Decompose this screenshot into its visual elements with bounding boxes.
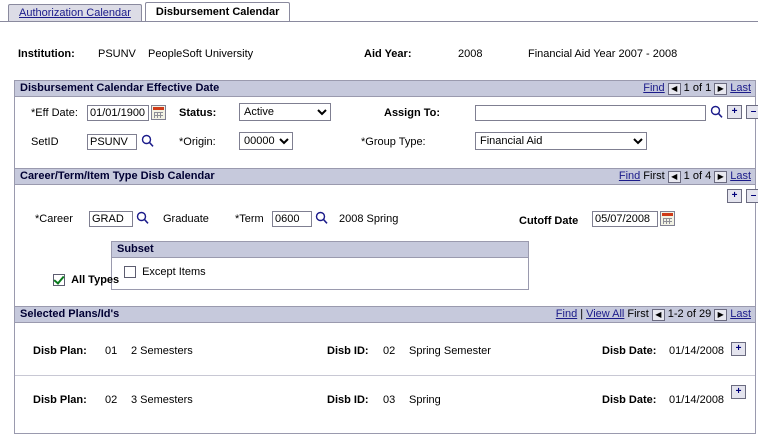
subset-title: Subset bbox=[112, 242, 528, 258]
disb-date-value: 01/14/2008 bbox=[669, 345, 725, 357]
origin-label: *Origin: bbox=[179, 136, 216, 148]
calendar-icon-cutoff[interactable] bbox=[660, 211, 675, 226]
except-items-checkbox[interactable] bbox=[124, 266, 136, 278]
add-row-button-plan-2[interactable]: + bbox=[731, 385, 746, 399]
term-input[interactable] bbox=[272, 211, 312, 227]
disb-id-description-2: Spring bbox=[409, 394, 441, 406]
career-input[interactable] bbox=[89, 211, 133, 227]
disb-plan-label: Disb Plan: bbox=[33, 345, 87, 357]
header-info bbox=[0, 48, 758, 66]
add-row-button-effdate[interactable]: + bbox=[727, 105, 742, 119]
institution-name: PeopleSoft University bbox=[148, 48, 254, 60]
disb-date-label-2: Disb Date: bbox=[602, 394, 657, 406]
disb-plan-label-2: Disb Plan: bbox=[33, 394, 87, 406]
tab-authorization-calendar[interactable]: Authorization Calendar bbox=[8, 4, 142, 22]
disb-id-description: Spring Semester bbox=[409, 345, 491, 357]
all-types-checkbox-wrap[interactable] bbox=[53, 274, 119, 286]
effective-date-row-nav bbox=[643, 81, 751, 96]
disb-id-value-2: 03 bbox=[383, 394, 396, 406]
group-title-career bbox=[15, 169, 755, 185]
status-label: Status: bbox=[179, 107, 217, 119]
except-items-label: Except Items bbox=[142, 266, 206, 278]
plans-row-nav bbox=[556, 307, 751, 322]
career-term-item-type-group bbox=[14, 168, 756, 308]
view-all-link[interactable]: View All bbox=[586, 308, 625, 320]
assign-to-label: Assign To: bbox=[384, 107, 441, 119]
last-link-plans[interactable]: Last bbox=[730, 308, 751, 320]
aid-year-value: 2008 bbox=[458, 48, 483, 60]
prev-row-button-career[interactable]: ◀ bbox=[668, 171, 681, 183]
next-row-button-career[interactable]: ▶ bbox=[714, 171, 727, 183]
add-row-button-plan-1[interactable]: + bbox=[731, 342, 746, 356]
add-row-button-career[interactable]: + bbox=[727, 189, 742, 203]
group-title-text-plans: Selected Plans/Id's bbox=[20, 308, 120, 320]
setid-label: SetID bbox=[31, 136, 59, 148]
all-types-checkbox[interactable] bbox=[53, 274, 65, 286]
group-title-text: Disbursement Calendar Effective Date bbox=[20, 82, 220, 94]
disb-id-label: Disb ID: bbox=[327, 345, 369, 357]
subset-box bbox=[111, 241, 529, 290]
origin-select[interactable] bbox=[239, 132, 293, 150]
disbursement-calendar-effective-date-group bbox=[14, 80, 756, 170]
term-description: 2008 Spring bbox=[339, 213, 399, 225]
tab-bar-divider bbox=[0, 21, 758, 22]
career-description: Graduate bbox=[163, 213, 209, 225]
next-row-button[interactable]: ▶ bbox=[714, 83, 727, 95]
nav-separator: | bbox=[580, 308, 584, 320]
delete-row-button-effdate[interactable]: – bbox=[746, 105, 758, 119]
status-select[interactable] bbox=[239, 103, 331, 121]
row-counter: 1 of 1 bbox=[683, 82, 712, 94]
disb-plan-description-2: 3 Semesters bbox=[131, 394, 193, 406]
career-row-nav bbox=[619, 169, 751, 184]
term-label: *Term bbox=[235, 213, 264, 225]
setid-lookup-icon[interactable] bbox=[141, 134, 154, 148]
first-link-career[interactable]: First bbox=[643, 170, 665, 182]
aid-year-label: Aid Year: bbox=[364, 48, 412, 60]
group-type-select[interactable] bbox=[475, 132, 647, 150]
group-title-effective-date bbox=[15, 81, 755, 97]
row-divider bbox=[15, 375, 755, 376]
all-types-label: All Types bbox=[71, 274, 120, 286]
first-link-plans[interactable]: First bbox=[627, 308, 649, 320]
aid-year-description: Financial Aid Year 2007 - 2008 bbox=[528, 48, 678, 60]
eff-date-input[interactable] bbox=[87, 105, 149, 121]
tab-disbursement-calendar[interactable]: Disbursement Calendar bbox=[145, 2, 290, 22]
eff-date-label: *Eff Date: bbox=[31, 107, 78, 119]
group-title-text-career: Career/Term/Item Type Disb Calendar bbox=[20, 170, 215, 182]
find-link-plans[interactable]: Find bbox=[555, 308, 578, 320]
row-counter-career: 1 of 4 bbox=[683, 170, 712, 182]
prev-row-button[interactable]: ◀ bbox=[668, 83, 681, 95]
cutoff-date-input[interactable] bbox=[592, 211, 658, 227]
calendar-icon[interactable] bbox=[151, 105, 166, 120]
career-label: *Career bbox=[35, 213, 73, 225]
next-row-button-plans[interactable]: ▶ bbox=[714, 309, 727, 321]
disb-plan-description: 2 Semesters bbox=[131, 345, 193, 357]
group-type-label: *Group Type: bbox=[361, 136, 426, 148]
row-counter-plans: 1-2 of 29 bbox=[667, 308, 712, 320]
institution-code: PSUNV bbox=[98, 48, 136, 60]
setid-input[interactable] bbox=[87, 134, 137, 150]
disb-id-label-2: Disb ID: bbox=[327, 394, 369, 406]
assign-to-lookup-icon[interactable] bbox=[710, 105, 723, 119]
disb-plan-value: 01 bbox=[105, 345, 118, 357]
last-link[interactable]: Last bbox=[730, 82, 751, 94]
career-lookup-icon[interactable] bbox=[136, 211, 149, 225]
delete-row-button-career[interactable]: – bbox=[746, 189, 758, 203]
find-link[interactable]: Find bbox=[643, 82, 665, 94]
except-items-checkbox-wrap[interactable] bbox=[124, 266, 206, 278]
disb-plan-value-2: 02 bbox=[105, 394, 118, 406]
find-link-career[interactable]: Find bbox=[618, 170, 641, 182]
disb-date-value-2: 01/14/2008 bbox=[669, 394, 725, 406]
institution-label: Institution: bbox=[18, 48, 75, 60]
disb-id-value: 02 bbox=[383, 345, 396, 357]
cutoff-date-label: Cutoff Date bbox=[519, 215, 579, 227]
tab-bar bbox=[8, 0, 293, 22]
disb-date-label: Disb Date: bbox=[602, 345, 657, 357]
prev-row-button-plans[interactable]: ◀ bbox=[652, 309, 665, 321]
group-title-plans bbox=[15, 307, 755, 323]
last-link-career[interactable]: Last bbox=[730, 170, 751, 182]
term-lookup-icon[interactable] bbox=[315, 211, 328, 225]
assign-to-input[interactable] bbox=[475, 105, 706, 121]
selected-plans-group bbox=[14, 306, 756, 434]
